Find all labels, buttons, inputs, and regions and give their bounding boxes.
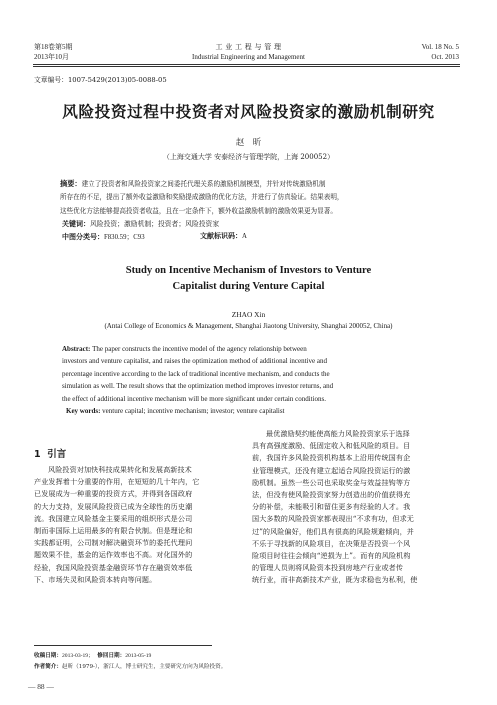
title-en-line-2: Capitalist during Venture Capital xyxy=(172,281,325,292)
section-heading xyxy=(34,446,66,460)
author-cn: 赵 昕 xyxy=(235,138,262,148)
body-left-line: 的大力支持，发展风险投资已成为全球性的历史潮 xyxy=(34,501,193,511)
abstract-cn-label: 摘要： xyxy=(60,179,82,188)
abstract-en xyxy=(62,343,440,405)
abstract-en-line-1: The paper constructs the incentive model of the agency relationship between xyxy=(92,345,307,353)
footnote-author xyxy=(34,662,226,670)
body-right-line: 具有高强度激励、低固定收入和低风险的项目。目 xyxy=(252,441,411,451)
abstract-en-label: Abstract: xyxy=(62,345,91,353)
body-left-line: 风险投资对加快科技成果转化和发展高新技术 xyxy=(48,465,192,474)
keywords-cn xyxy=(62,218,219,229)
section-number: 1 xyxy=(34,449,41,460)
keywords-cn-label: 关键词： xyxy=(62,220,90,228)
revised-label: 修回日期： xyxy=(97,653,126,659)
abstract-cn-line-2: 所存在的不足，提出了额外收益激励和奖励提成激励的优化方法，并进行了仿真验证。结果表明， xyxy=(60,193,344,202)
body-right-line: 国大多数的风险投资家都表现出“不求有功，但求无 xyxy=(252,514,414,524)
affiliation-en: (Antai College of Economics & Management, Shanghai Jiaotong University, Shanghai 200052, China) xyxy=(104,322,393,330)
abstract-en-line-2: investors and venture capitalist, and raises the optimization method of additional incentive and xyxy=(62,357,327,366)
header-rule-top xyxy=(33,64,460,65)
affiliation-cn: （上海交通大学 安泰经济与管理学院，上海 200052） xyxy=(162,153,335,161)
body-right-line: 不乐于寻找新的风险项目，在决策是否投资一个风 xyxy=(252,538,411,548)
header-date-en: Oct. 2013 xyxy=(431,53,459,61)
body-right-line: 的管理人员则将风险资本投到房地产行业或者传 xyxy=(252,563,404,573)
page-number: — 88 — xyxy=(28,682,54,691)
body-left-line: 制而非国际上运用最多的有限合伙制。但是理论和 xyxy=(34,526,193,536)
keywords-en-text: venture capital; incentive mechanism; investor; venture capitalist xyxy=(102,407,285,415)
body-left-line: 经验，我国风险投资基金融资环节存在融资效率低 xyxy=(34,562,193,572)
abstract-en-line-4: simulation as well. The result shows that the optimization method improves investor returns, and xyxy=(62,382,334,391)
header-journal-cn: 工 业 工 程 与 管 理 xyxy=(215,43,282,51)
clc-label: 中图分类号： xyxy=(62,233,104,241)
document-code-label: 文献标识码： xyxy=(200,232,242,240)
section-title: 引言 xyxy=(47,449,67,460)
revised-date: 2013-05-19 xyxy=(125,653,152,659)
abstract-cn-line-3: 这些优化方法能够提高投资者收益，且在一定条件下，额外收益激励机制的激励效果更为显著。 xyxy=(60,206,337,215)
title-en-line-1: Study on Incentive Mechanism of Investors to Venture xyxy=(125,265,372,276)
abstract-en-line-5: the effect of additional incentive mechanism will be more significant under certain conditions. xyxy=(62,394,327,403)
received-date: 2013-03-19； xyxy=(61,653,94,659)
author-bio-label: 作者简介： xyxy=(34,664,62,670)
author-en: ZHAO Xin xyxy=(231,310,266,319)
body-left-line: 题效果不佳，基金的运作效率也不高。对化国外的 xyxy=(34,550,193,560)
header-date-cn: 2013年10月 xyxy=(34,53,69,61)
body-left-line: 流。我国建立风险基金主要采用的组织形式是公司 xyxy=(34,513,193,523)
footnote-rule xyxy=(34,645,212,646)
body-right-line: 险项目时往往会倾向“逆损为上”。而有的风险机构 xyxy=(252,551,411,561)
received-label: 收稿日期： xyxy=(34,653,62,659)
body-left-line: 已发展成为一种重要的投资方式，并得到各国政府 xyxy=(34,489,193,499)
body-right-line: 法，但没有使风险投资家努力创造出的价值获得充 xyxy=(252,490,411,500)
header-journal-en: Industrial Engineering and Management xyxy=(192,53,305,61)
footnote-dates xyxy=(34,651,151,659)
document-code-value: A xyxy=(242,233,247,240)
body-right-line: 最优激励契约能使高能力风险投资家乐于选择 xyxy=(266,429,410,438)
keywords-cn-text: 风险投资；激励机制；投资者；风险投资家 xyxy=(90,220,220,228)
body-right-line: 分的补偿，未能吸引和留住更多有经验的人才。我 xyxy=(252,502,411,512)
body-right-line: 过”的风险偏好，他们具有很高的风险规避倾向，并 xyxy=(252,526,414,536)
article-number: 文章编号：1007-5429(2013)05-0088-05 xyxy=(34,76,167,84)
document-code xyxy=(200,231,247,241)
abstract-en-line-3: percentage incentive according to the lack of traditional incentive mechanism, and conducts the xyxy=(62,369,330,378)
body-left-line: 实践都证明，公司制对解决融资环节的委托代理问 xyxy=(34,538,193,548)
clc-classification xyxy=(62,231,145,242)
body-right-line: 业管理模式，还没有建立起适合风险投资运行的激 xyxy=(252,465,411,475)
body-left-line: 产业发挥着十分重要的作用，在短短的几十年内，它 xyxy=(34,477,200,487)
body-right-line: 前，我国许多风险投资机构基本上沿用传统国有企 xyxy=(252,453,411,463)
author-bio-text: 赵昕（1979-），浙江人，博士研究生，主要研究方向为风险投资。 xyxy=(61,664,227,670)
abstract-cn xyxy=(60,177,440,218)
abstract-cn-line-1: 建立了投资者和风险投资家之间委托代理关系的激励机制模型，并针对传统激励机制 xyxy=(81,180,326,188)
header-rule-bottom xyxy=(33,66,460,67)
header-volume-en: Vol. 18 No. 5 xyxy=(421,43,459,51)
body-left-line: 下、市场失灵和风险资本转向等问题。 xyxy=(34,574,157,584)
body-right-line: 统行业，而非高新技术产业，既为求稳也为私利，使 xyxy=(252,575,418,585)
title-cn: 风险投资过程中投资者对风险投资家的激励机制研究 xyxy=(62,103,435,121)
keywords-en-label: Key words: xyxy=(66,407,101,415)
body-left-column xyxy=(34,464,242,586)
body-right-line: 励机制。虽然一些公司也采取奖金与效益挂钩等方 xyxy=(252,477,411,487)
clc-value: F830.59；C93 xyxy=(104,234,145,241)
body-right-column xyxy=(252,428,464,587)
header-issue-cn: 第18卷第5期 xyxy=(34,43,73,51)
keywords-en xyxy=(66,407,285,415)
